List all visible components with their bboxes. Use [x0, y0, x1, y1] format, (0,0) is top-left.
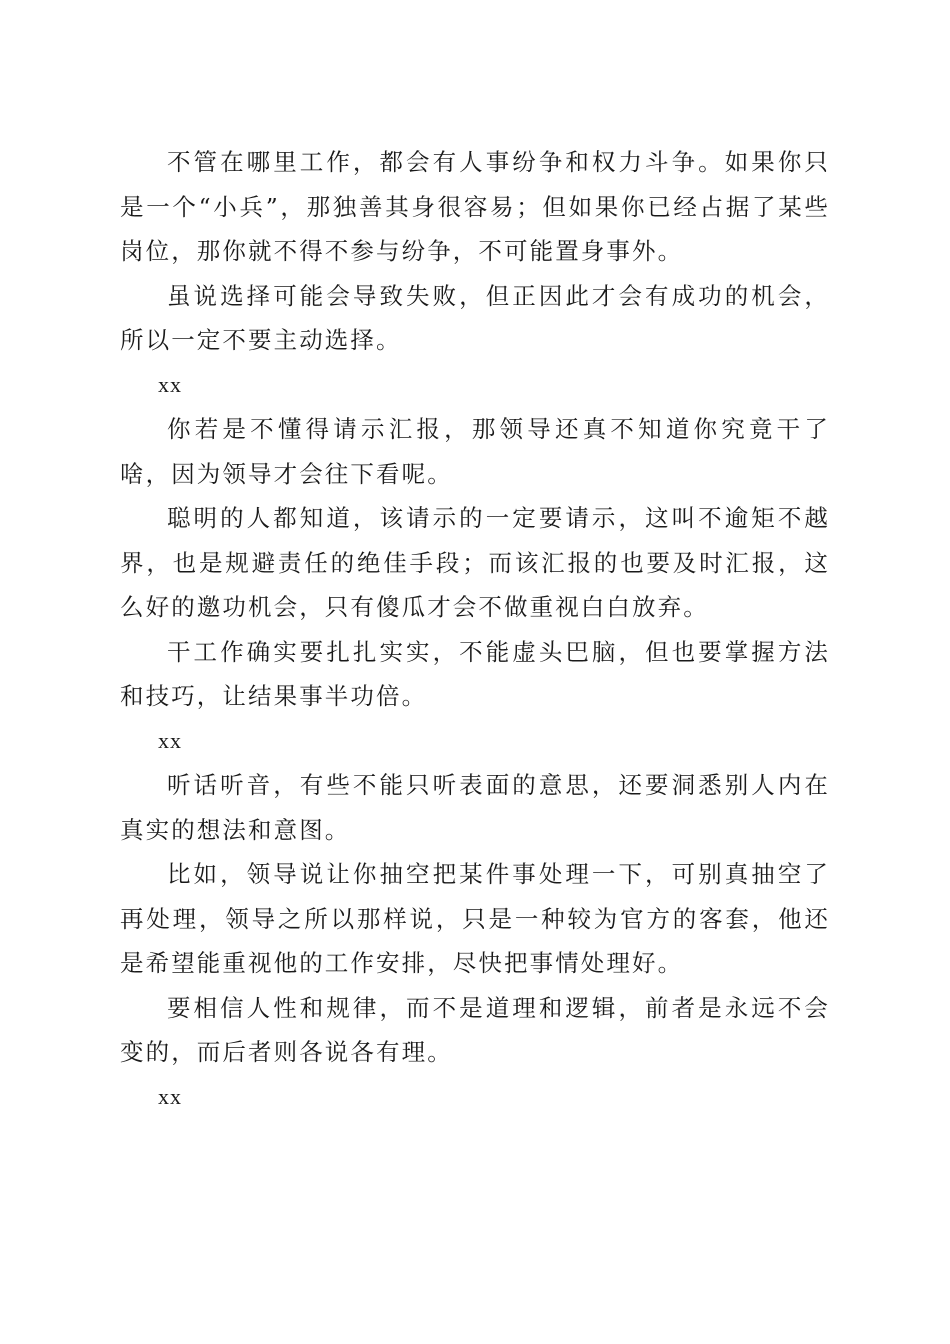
- paragraph: 要相信人性和规律，而不是道理和逻辑，前者是永远不会变的，而后者则各说各有理。: [120, 993, 830, 1066]
- section-separator: xx: [158, 727, 182, 753]
- paragraph: 聪明的人都知道，该请示的一定要请示，这叫不逾矩不越界，也是规避责任的绝佳手段；而该汇报的也要及时汇报，这么好的邀功机会，只有傻瓜才会不做重视白白放弃。: [120, 504, 830, 621]
- paragraph: 听话听音，有些不能只听表面的意思，还要洞悉别人内在真实的想法和意图。: [120, 771, 830, 844]
- section-separator: xx: [158, 1083, 182, 1109]
- paragraph: 不管在哪里工作，都会有人事纷争和权力斗争。如果你只是一个“小兵”，那独善其身很容易；但如果你已经占据了某些岗位，那你就不得不参与纷争，不可能置身事外。: [120, 148, 830, 265]
- paragraph: 干工作确实要扎扎实实，不能虚头巴脑，但也要掌握方法和技巧，让结果事半功倍。: [120, 637, 830, 710]
- document-body: [120, 140, 830, 1119]
- section-separator: xx: [158, 371, 182, 397]
- paragraph: 你若是不懂得请示汇报，那领导还真不知道你究竟干了啥，因为领导才会往下看呢。: [120, 415, 830, 488]
- paragraph: 虽说选择可能会导致失败，但正因此才会有成功的机会，所以一定不要主动选择。: [120, 281, 830, 354]
- paragraph: 比如，领导说让你抽空把某件事处理一下，可别真抽空了再处理，领导之所以那样说，只是一种较为官方的客套，他还是希望能重视他的工作安排，尽快把事情处理好。: [120, 860, 830, 977]
